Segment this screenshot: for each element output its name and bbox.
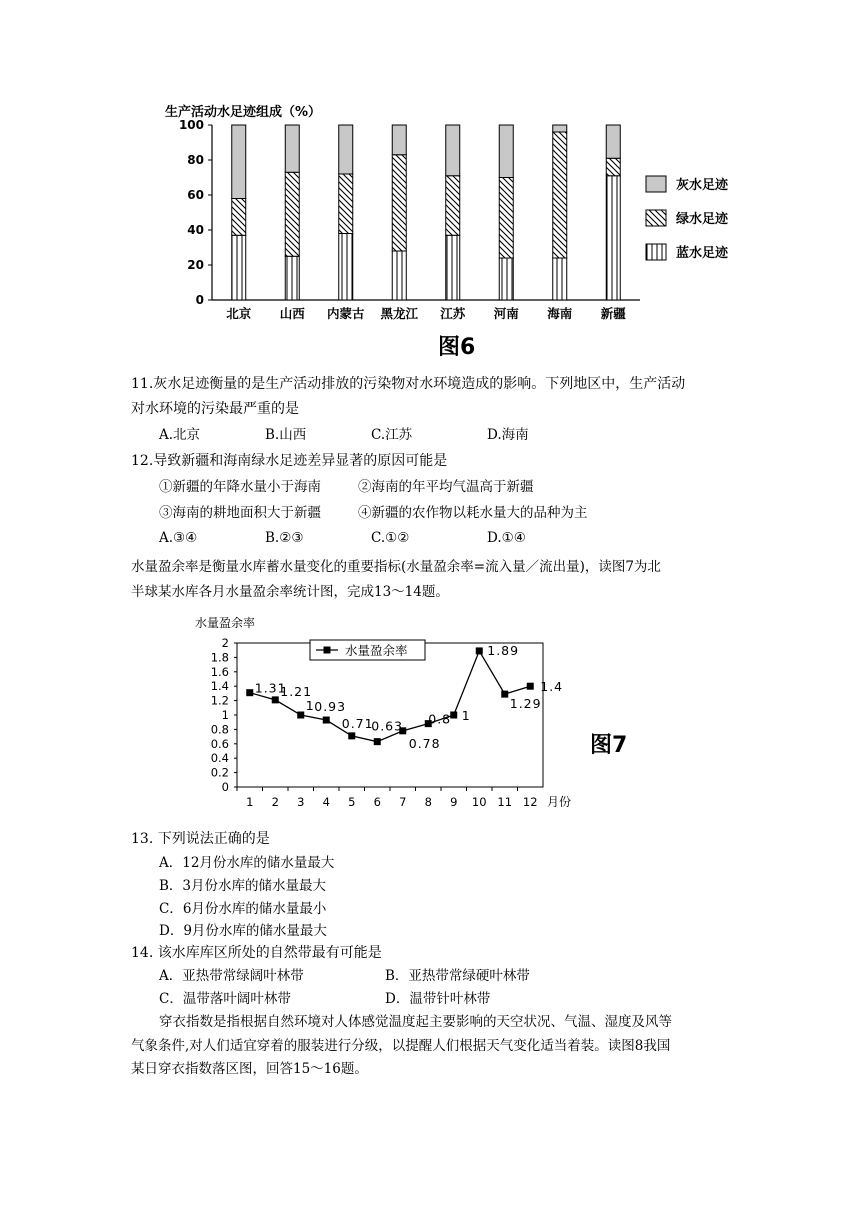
q13-option-c: C．6月份水库的储水量最小 — [159, 901, 327, 917]
figure6-bar-segment — [232, 235, 246, 300]
figure7-ytick-label: 0.8 — [210, 722, 229, 737]
figure7-plot-area — [237, 643, 543, 787]
figure6-bar-segment — [232, 199, 246, 236]
q12-stem: 12.导致新疆和海南绿水足迹差异显著的原因可能是 — [131, 453, 448, 469]
intro7-line1: 水量盈余率是衡量水库蓄水量变化的重要指标(水量盈余率=流入量／流出量)，读图7为北 — [131, 559, 661, 575]
figure6-category-label: 内蒙古 — [326, 306, 365, 321]
intro8-line3: 某日穿衣指数落区图，回答15～16题。 — [131, 1061, 368, 1077]
figure6-bar-segment — [606, 158, 620, 176]
q12-option-b: B.②③ — [265, 530, 304, 546]
figure6-bar-segment — [392, 125, 406, 155]
figure6-bar-segment — [285, 172, 299, 256]
q13-option-d: D．9月份水库的储水量最大 — [159, 923, 327, 939]
figure7-data-point — [246, 689, 253, 696]
q14-option-c: C．温带落叶阔叶林带 — [159, 991, 291, 1007]
figure7-legend-marker — [324, 647, 331, 654]
figure7-xtick-label: 1 — [246, 795, 254, 809]
figure7-data-label: 1.89 — [487, 642, 520, 658]
figure6-legend-swatch — [646, 176, 666, 192]
figure7-ytick-label: 1 — [221, 708, 229, 722]
figure6-bar-segment — [499, 258, 513, 300]
figure6-bar-segment — [392, 251, 406, 300]
figure7-ytick-label: 1.2 — [210, 693, 229, 708]
figure7-xlabel: 月份 — [547, 795, 572, 809]
figure6-bar-segment — [606, 176, 620, 300]
q11-option-a: A.北京 — [159, 427, 201, 443]
figure6-title: 生产活动水足迹组成（%） — [165, 105, 322, 120]
figure6-bar-segment — [553, 258, 567, 300]
figure6-bar-segment — [499, 178, 513, 259]
q12-option-c: C.①② — [371, 530, 410, 546]
figure7-data-point — [501, 691, 508, 698]
figure7-ytick-label: 1.6 — [210, 664, 229, 679]
q14-option-d: D．温带针叶林带 — [385, 991, 491, 1007]
figure7-ytick-label: 1.4 — [210, 679, 229, 694]
figure7-ylabel: 水量盈余率 — [195, 616, 256, 630]
intro8-line2: 气象条件,对人们适宜穿着的服装进行分级，以提醒人们根据天气变化适当着装。读图8我国 — [131, 1038, 671, 1054]
figure6-bar-segment — [392, 155, 406, 251]
figure6-bar-segment — [339, 234, 353, 301]
q14-option-a: A．亚热带常绿阔叶林带 — [159, 968, 304, 984]
intro7-line2: 半球某水库各月水量盈余率统计图，完成13～14题。 — [131, 584, 449, 600]
figure7-xtick-label: 3 — [297, 795, 305, 809]
q12-option-a: A.③④ — [159, 530, 198, 546]
figure6-legend-label: 绿水足迹 — [676, 212, 729, 227]
figure7-xtick-label: 9 — [450, 795, 458, 809]
q11-stem-line1: 11.灰水足迹衡量的是生产活动排放的污染物对水环境造成的影响。下列地区中，生产活动 — [131, 376, 686, 392]
figure6-bar-segment — [446, 125, 460, 176]
figure7-data-label: 1.21 — [280, 683, 313, 699]
figure6-category-label: 北京 — [226, 306, 252, 321]
figure6-ytick-label: 0 — [195, 293, 204, 307]
q11-option-c: C.江苏 — [371, 427, 413, 443]
q12-item-4: ④新疆的农作物以耗水量大的品种为主 — [358, 505, 588, 521]
figure7-xtick-label: 10 — [471, 795, 487, 809]
figure6-ytick-label: 100 — [178, 118, 204, 132]
figure7-data-point — [450, 712, 457, 719]
figure7-caption: 图7 — [590, 733, 628, 758]
figure7-data-point — [476, 647, 483, 654]
figure7-ytick-label: 0.4 — [210, 751, 229, 766]
figure7-xtick-label: 8 — [424, 795, 432, 809]
figure7-data-label: 0.78 — [408, 735, 441, 751]
figure7-ytick-label: 0.6 — [210, 736, 229, 751]
figure7-xtick-label: 5 — [348, 795, 356, 809]
q12-option-d: D.①④ — [487, 530, 526, 546]
q13-stem: 13. 下列说法正确的是 — [131, 831, 270, 847]
q11-stem-line2: 对水环境的污染最严重的是 — [131, 401, 299, 417]
figure6-ytick-label: 40 — [187, 223, 204, 237]
figure6-bar-segment — [285, 125, 299, 172]
figure7-ytick-label: 0.2 — [210, 765, 229, 780]
figure6-legend-swatch — [646, 244, 666, 260]
figure7-ytick-label: 2 — [221, 636, 229, 650]
figure7-data-point — [527, 683, 534, 690]
figure7-xtick-label: 6 — [373, 795, 381, 809]
figure6-legend-swatch — [646, 210, 666, 226]
figure6-bar-segment — [606, 125, 620, 158]
figure6-bar-segment — [339, 174, 353, 234]
figure7-data-label: 0.63 — [371, 718, 404, 734]
figure6-bar-segment — [446, 235, 460, 300]
figure7-ytick-label: 1.8 — [210, 650, 229, 665]
figure6-legend-label: 灰水足迹 — [676, 178, 729, 193]
figure7-data-label: 1 — [461, 708, 471, 723]
q14-stem: 14. 该水库库区所处的自然带最有可能是 — [131, 945, 382, 961]
figure6-ytick-label: 80 — [187, 153, 204, 167]
figure6-category-label: 山西 — [279, 306, 305, 321]
figure6-bar-segment — [446, 176, 460, 236]
figure6-chart — [150, 95, 790, 335]
figure7-data-label: 1.31 — [254, 680, 287, 696]
figure7-data-point — [297, 712, 304, 719]
figure7-ytick-label: 0 — [221, 780, 229, 794]
figure7-xtick-label: 7 — [399, 795, 407, 809]
intro8-line1: 穿衣指数是指根据自然环境对人体感觉温度起主要影响的天空状况、气温、湿度及风等 — [159, 1014, 672, 1030]
q12-item-2: ②海南的年平均气温高于新疆 — [358, 479, 534, 495]
figure7-chart — [185, 610, 645, 820]
figure7-xtick-label: 11 — [497, 795, 513, 809]
figure7-xtick-label: 2 — [271, 795, 279, 809]
figure6-category-label: 江苏 — [440, 306, 466, 321]
figure6-caption: 图6 — [438, 335, 476, 360]
figure7-data-label: 0.8 — [428, 711, 452, 727]
figure6-category-label: 黑龙江 — [380, 306, 419, 321]
q13-option-b: B．3月份水库的储水量最大 — [159, 878, 327, 894]
figure6-bar-segment — [499, 125, 513, 178]
figure7-data-label: 0.71 — [341, 715, 374, 731]
figure6-bar-segment — [553, 125, 567, 132]
q12-item-1: ①新疆的年降水量小于海南 — [159, 479, 321, 495]
figure7-data-point — [374, 738, 381, 745]
figure7-data-label: 0.93 — [314, 699, 347, 715]
q14-option-b: B．亚热带常绿硬叶林带 — [385, 968, 530, 984]
figure6-bar-segment — [285, 256, 299, 300]
q11-option-d: D.海南 — [487, 427, 529, 443]
figure7-data-label: 1 — [305, 698, 315, 713]
figure6-category-label: 海南 — [547, 306, 573, 321]
figure7-data-label: 1.29 — [509, 696, 542, 712]
figure6-bar-segment — [553, 132, 567, 258]
figure6-ytick-label: 60 — [187, 188, 204, 202]
q12-item-3: ③海南的耕地面积大于新疆 — [159, 505, 321, 521]
figure7-xtick-label: 12 — [522, 795, 538, 809]
q11-option-b: B.山西 — [265, 427, 307, 443]
figure6-bar-segment — [232, 125, 246, 199]
figure6-bar-segment — [339, 125, 353, 174]
figure7-data-label: 1.4 — [540, 679, 564, 695]
figure6-category-label: 新疆 — [600, 306, 626, 321]
figure7-data-point — [348, 732, 355, 739]
figure6-legend-label: 蓝水足迹 — [676, 246, 729, 261]
figure6-category-label: 河南 — [493, 306, 519, 321]
figure7-data-point — [272, 696, 279, 703]
figure6-ytick-label: 20 — [187, 258, 204, 272]
q13-option-a: A．12月份水库的储水量最大 — [159, 855, 335, 871]
figure7-legend-label: 水量盈余率 — [345, 643, 408, 658]
figure7-data-point — [323, 717, 330, 724]
figure7-xtick-label: 4 — [322, 795, 330, 809]
